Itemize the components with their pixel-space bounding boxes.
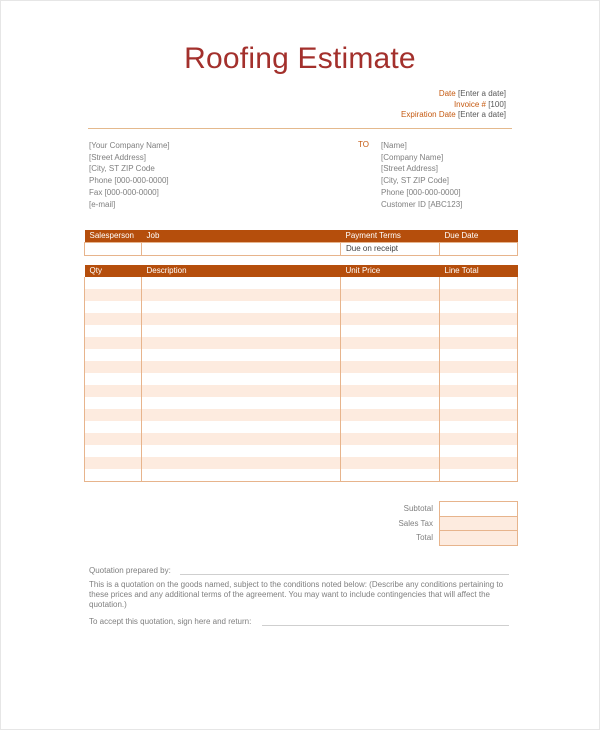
col-salesperson: Salesperson [85,230,142,243]
table-row [85,289,518,301]
to-label: TO [358,140,369,149]
table-row [85,337,518,349]
line-total-cell[interactable] [440,397,518,409]
description-cell[interactable] [142,409,341,421]
quotation-terms: This is a quotation on the goods named, subject to the conditions noted below: (Describe any conditions pertaining to these prices and any additional terms of the agreement. You may want to include contingencies that will affect the quotation.) [89,580,504,610]
sender-fax[interactable]: Fax [000-000-0000] [89,187,159,197]
table-row [85,325,518,337]
sender-street[interactable]: [Street Address] [89,152,146,162]
qty-cell[interactable] [85,433,142,445]
line-total-cell[interactable] [440,361,518,373]
description-cell[interactable] [142,445,341,457]
qty-cell[interactable] [85,313,142,325]
recipient-city[interactable]: [City, ST ZIP Code] [381,176,450,186]
qty-cell[interactable] [85,301,142,313]
description-cell[interactable] [142,397,341,409]
qty-cell[interactable] [85,457,142,469]
sender-city[interactable]: [City, ST ZIP Code [89,164,155,174]
invoice-label: Invoice # [453,99,486,109]
document-title: Roofing Estimate [184,42,416,75]
table-row [85,301,518,313]
unit-price-cell[interactable] [341,421,440,433]
total-row [340,530,517,545]
qty-cell[interactable] [85,325,142,337]
line-total-cell[interactable] [440,409,518,421]
line-total-cell[interactable] [440,277,518,289]
unit-price-cell[interactable] [341,457,440,469]
unit-price-cell[interactable] [341,361,440,373]
table-row [85,421,518,433]
qty-cell[interactable] [85,409,142,421]
col-due-date: Due Date [440,230,518,243]
line-total-cell[interactable] [440,313,518,325]
unit-price-cell[interactable] [341,325,440,337]
line-total-cell[interactable] [440,457,518,469]
header-divider [88,128,512,129]
items-table-body [85,277,518,482]
date-label: Date [438,89,456,98]
col-description: Description [142,265,341,277]
col-payment-terms: Payment Terms [341,230,440,243]
unit-price-cell[interactable] [341,301,440,313]
unit-price-cell[interactable] [341,277,440,289]
invoice-line [401,100,506,111]
table-row [85,313,518,325]
description-cell[interactable] [142,349,341,361]
expiration-label: Expiration Date [401,110,456,119]
unit-price-cell[interactable] [341,289,440,301]
description-cell[interactable] [142,457,341,469]
description-cell[interactable] [142,433,341,445]
subtotal-label: Subtotal [403,504,433,513]
col-job: Job [142,230,341,243]
prepared-by-line[interactable] [180,574,509,575]
line-total-cell[interactable] [440,373,518,385]
unit-price-cell[interactable] [341,337,440,349]
description-cell[interactable] [142,277,341,289]
table-row [85,409,518,421]
accept-label: To accept this quotation, sign here and return: [89,617,252,626]
job-table-header [85,230,518,243]
unit-price-cell[interactable] [341,445,440,457]
job-table [84,230,518,256]
qty-cell[interactable] [85,289,142,301]
line-total-cell[interactable] [440,433,518,445]
sales-tax-value[interactable] [439,516,518,532]
items-table-header [85,265,518,277]
qty-cell[interactable] [85,373,142,385]
col-line-total: Line Total [440,265,518,277]
qty-cell[interactable] [85,397,142,409]
qty-cell[interactable] [85,337,142,349]
description-cell[interactable] [142,337,341,349]
qty-cell[interactable] [85,445,142,457]
recipient-phone[interactable]: Phone [000-000-0000] [381,187,461,197]
invoice-value[interactable]: [100] [488,99,506,109]
recipient-company[interactable]: [Company Name] [381,152,444,162]
payment-terms-cell[interactable]: Due on receipt [341,243,440,256]
line-total-cell[interactable] [440,325,518,337]
description-cell[interactable] [142,313,341,325]
unit-price-cell[interactable] [341,397,440,409]
description-cell[interactable] [142,289,341,301]
qty-cell[interactable] [85,469,142,482]
unit-price-cell[interactable] [341,373,440,385]
sender-company[interactable]: [Your Company Name] [89,141,170,150]
line-total-cell[interactable] [440,301,518,313]
description-cell[interactable] [142,373,341,385]
qty-cell[interactable] [85,277,142,289]
col-qty: Qty [85,265,142,277]
qty-cell[interactable] [85,385,142,397]
description-cell[interactable] [142,361,341,373]
date-value[interactable]: [Enter a date] [457,89,506,98]
line-total-cell[interactable] [440,385,518,397]
line-total-cell[interactable] [440,337,518,349]
job-table-row [85,243,518,256]
items-table [84,265,518,482]
line-total-cell[interactable] [440,421,518,433]
line-total-cell[interactable] [440,469,518,482]
table-row [85,349,518,361]
description-cell[interactable] [142,325,341,337]
table-row [85,277,518,289]
unit-price-cell[interactable] [341,409,440,421]
table-row [85,433,518,445]
unit-price-cell[interactable] [341,349,440,361]
expiration-value[interactable]: [Enter a date] [457,110,506,119]
date-line [401,89,506,100]
recipient-street[interactable]: [Street Address] [381,164,438,174]
job-cell[interactable] [142,243,341,256]
salesperson-cell[interactable] [85,243,142,256]
table-row [85,457,518,469]
recipient-customer-id[interactable]: Customer ID [ABC123] [381,199,463,209]
estimate-meta [401,89,506,121]
line-total-cell[interactable] [440,349,518,361]
unit-price-cell[interactable] [341,469,440,482]
qty-cell[interactable] [85,421,142,433]
signature-line[interactable] [262,625,509,626]
description-cell[interactable] [142,385,341,397]
description-cell[interactable] [142,421,341,433]
unit-price-cell[interactable] [341,313,440,325]
table-row [85,397,518,409]
table-row [85,445,518,457]
sales-tax-label: Sales Tax [398,518,433,528]
line-total-cell[interactable] [440,445,518,457]
sales-tax-row [340,516,517,531]
due-date-cell[interactable] [440,243,518,256]
table-row [85,385,518,397]
table-row [85,361,518,373]
recipient-name[interactable]: [Name] [381,141,407,150]
subtotal-value[interactable] [439,501,518,517]
table-row [85,469,518,482]
expiration-line [401,110,506,121]
recipient-block [381,140,462,210]
total-label: Total [416,533,433,543]
subtotal-row [340,501,517,516]
description-cell[interactable] [142,469,341,482]
totals-block [340,501,517,545]
description-cell[interactable] [142,301,341,313]
total-value[interactable] [439,530,518,546]
table-row [85,373,518,385]
qty-cell[interactable] [85,361,142,373]
line-total-cell[interactable] [440,289,518,301]
col-unit-price: Unit Price [341,265,440,277]
prepared-by-label: Quotation prepared by: [89,566,171,575]
unit-price-cell[interactable] [341,385,440,397]
qty-cell[interactable] [85,349,142,361]
sender-email[interactable]: [e-mail] [89,199,116,209]
sender-phone[interactable]: Phone [000-000-0000] [89,176,169,186]
unit-price-cell[interactable] [341,433,440,445]
sender-block [89,140,170,210]
